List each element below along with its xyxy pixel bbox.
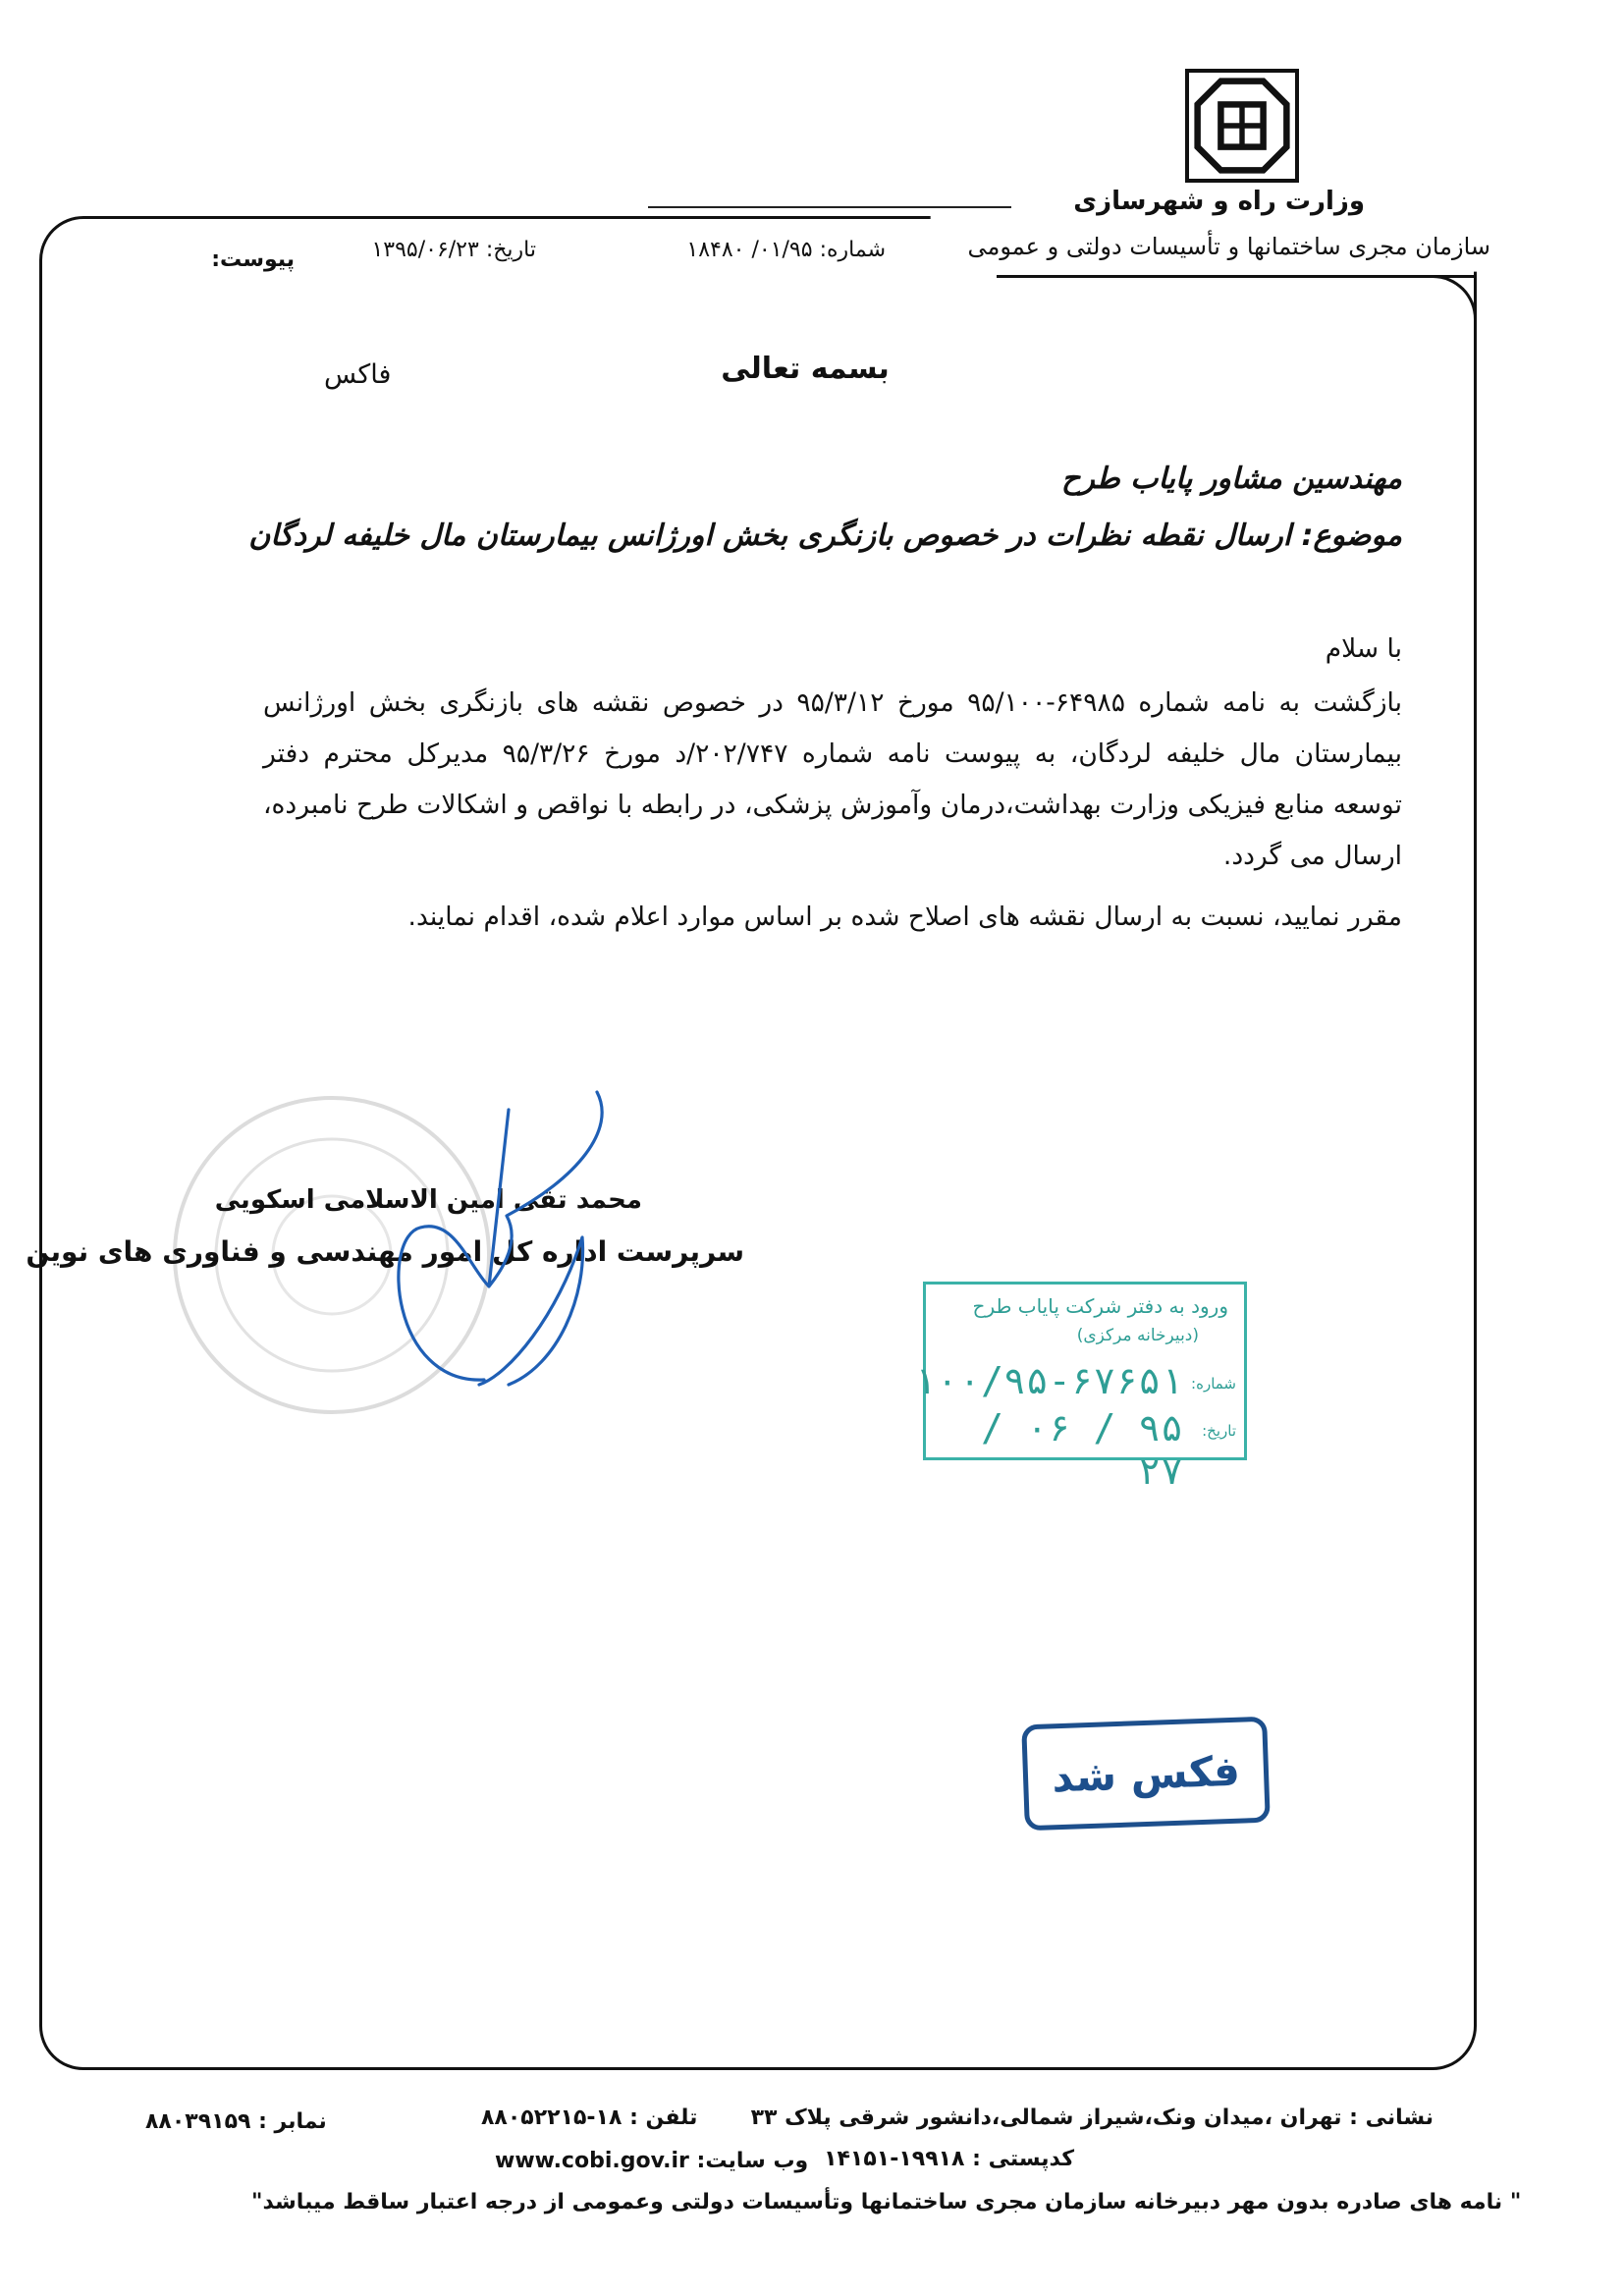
organization-name: سازمان مجری ساختمانها و تأسیسات دولتی و عمومی: [967, 233, 1490, 260]
letter-date-label: تاریخ:: [485, 238, 536, 262]
footer-postal-code: کدپستی : ۱۹۹۱۸-۱۴۱۵۱: [824, 2147, 1074, 2171]
receipt-date-label: تاریخ:: [1202, 1422, 1236, 1440]
receipt-stamp-subtitle: (دبیرخانه مرکزی): [1076, 1326, 1199, 1345]
greeting: با سلام: [1325, 633, 1402, 664]
footer-validity-note: " نامه های صادره بدون مهر دبیرخانه سازمان مجری ساختمانها وتأسیسات دولتی وعمومی از درجه اعتبار ساقط میباشد": [251, 2190, 1522, 2214]
signatory-name: محمد تقی امین الاسلامی اسکویی: [214, 1185, 642, 1215]
subject: موضوع: ارسال نقطه نظرات در خصوص بازنگری بخش اورژانس بیمارستان مال خلیفه لردگان: [248, 519, 1402, 553]
logo-emblem-icon: [1189, 73, 1295, 179]
header-divider: [648, 206, 1011, 208]
footer-address: نشانی : تهران ،میدان ونک،شیراز شمالی،دانشور شرقی پلاک ۳۳: [750, 2105, 1434, 2130]
letter-number-label: شماره:: [819, 238, 886, 262]
receipt-stamp: [913, 1282, 1247, 1493]
ministry-logo: [1185, 69, 1299, 183]
receipt-date: ۹۵ / ۰۶ / ۲۷: [981, 1406, 1183, 1493]
receipt-stamp-title: ورود به دفتر شرکت پایاب طرح: [972, 1294, 1228, 1318]
handwritten-signature-icon: [361, 1090, 656, 1404]
letter-number-value: ۰۱/۹۵/ ۱۸۴۸۰: [686, 238, 813, 262]
footer-fax: نمابر : ۸۸۰۳۹۱۵۹: [145, 2109, 327, 2134]
basmala: بسمه تعالی: [721, 352, 890, 386]
footer-website[interactable]: وب سایت: www.cobi.gov.ir: [495, 2149, 809, 2173]
body-paragraph: بازگشت به نامه شماره ۶۴۹۸۵-۹۵/۱۰۰ مورخ ۹۵/۳/۱۲ در خصوص نقشه های بازنگری بخش اورژانس بیمارستان مال خلیفه لردگان، به پیوست نامه شماره ۲۰۲/۷۴۷/د مورخ ۹۵/۳/۲۶ مدیرکل محترم دفتر توسعه منابع فیزیکی وزارت بهداشت،درمان وآموزش پزشکی، در رابطه با نواقص و اشکالات طرح نامبرده، ارسال می گردد.: [263, 687, 1402, 871]
letter-number: [686, 238, 886, 262]
ministry-title: وزارت راه و شهرسازی: [1073, 187, 1365, 216]
signatory-title: سرپرست اداره کل امور مهندسی و فناوری های نوین: [26, 1235, 744, 1268]
footer-phone: تلفن : ۱۸-۸۸۰۵۲۲۱۵: [481, 2105, 698, 2130]
closing-line: مقرر نمایید، نسبت به ارسال نقشه های اصلاح شده بر اساس موارد اعلام شده، اقدام نمایند.: [407, 902, 1402, 932]
letter-frame-top: [997, 275, 1477, 278]
attachment-label: پیوست:: [211, 247, 295, 272]
letter-date: [371, 238, 536, 262]
letter-date-value: ۱۳۹۵/۰۶/۲۳: [371, 238, 479, 262]
receipt-number-label: شماره:: [1191, 1375, 1236, 1393]
receipt-number: ۱۰۰/۹۵-۶۷۶۵۱: [913, 1359, 1183, 1402]
recipient: مهندسین مشاور پایاب طرح: [1060, 462, 1402, 496]
fax-label: فاکس: [324, 359, 392, 390]
fax-sent-stamp: فکس شد: [1021, 1717, 1271, 1831]
